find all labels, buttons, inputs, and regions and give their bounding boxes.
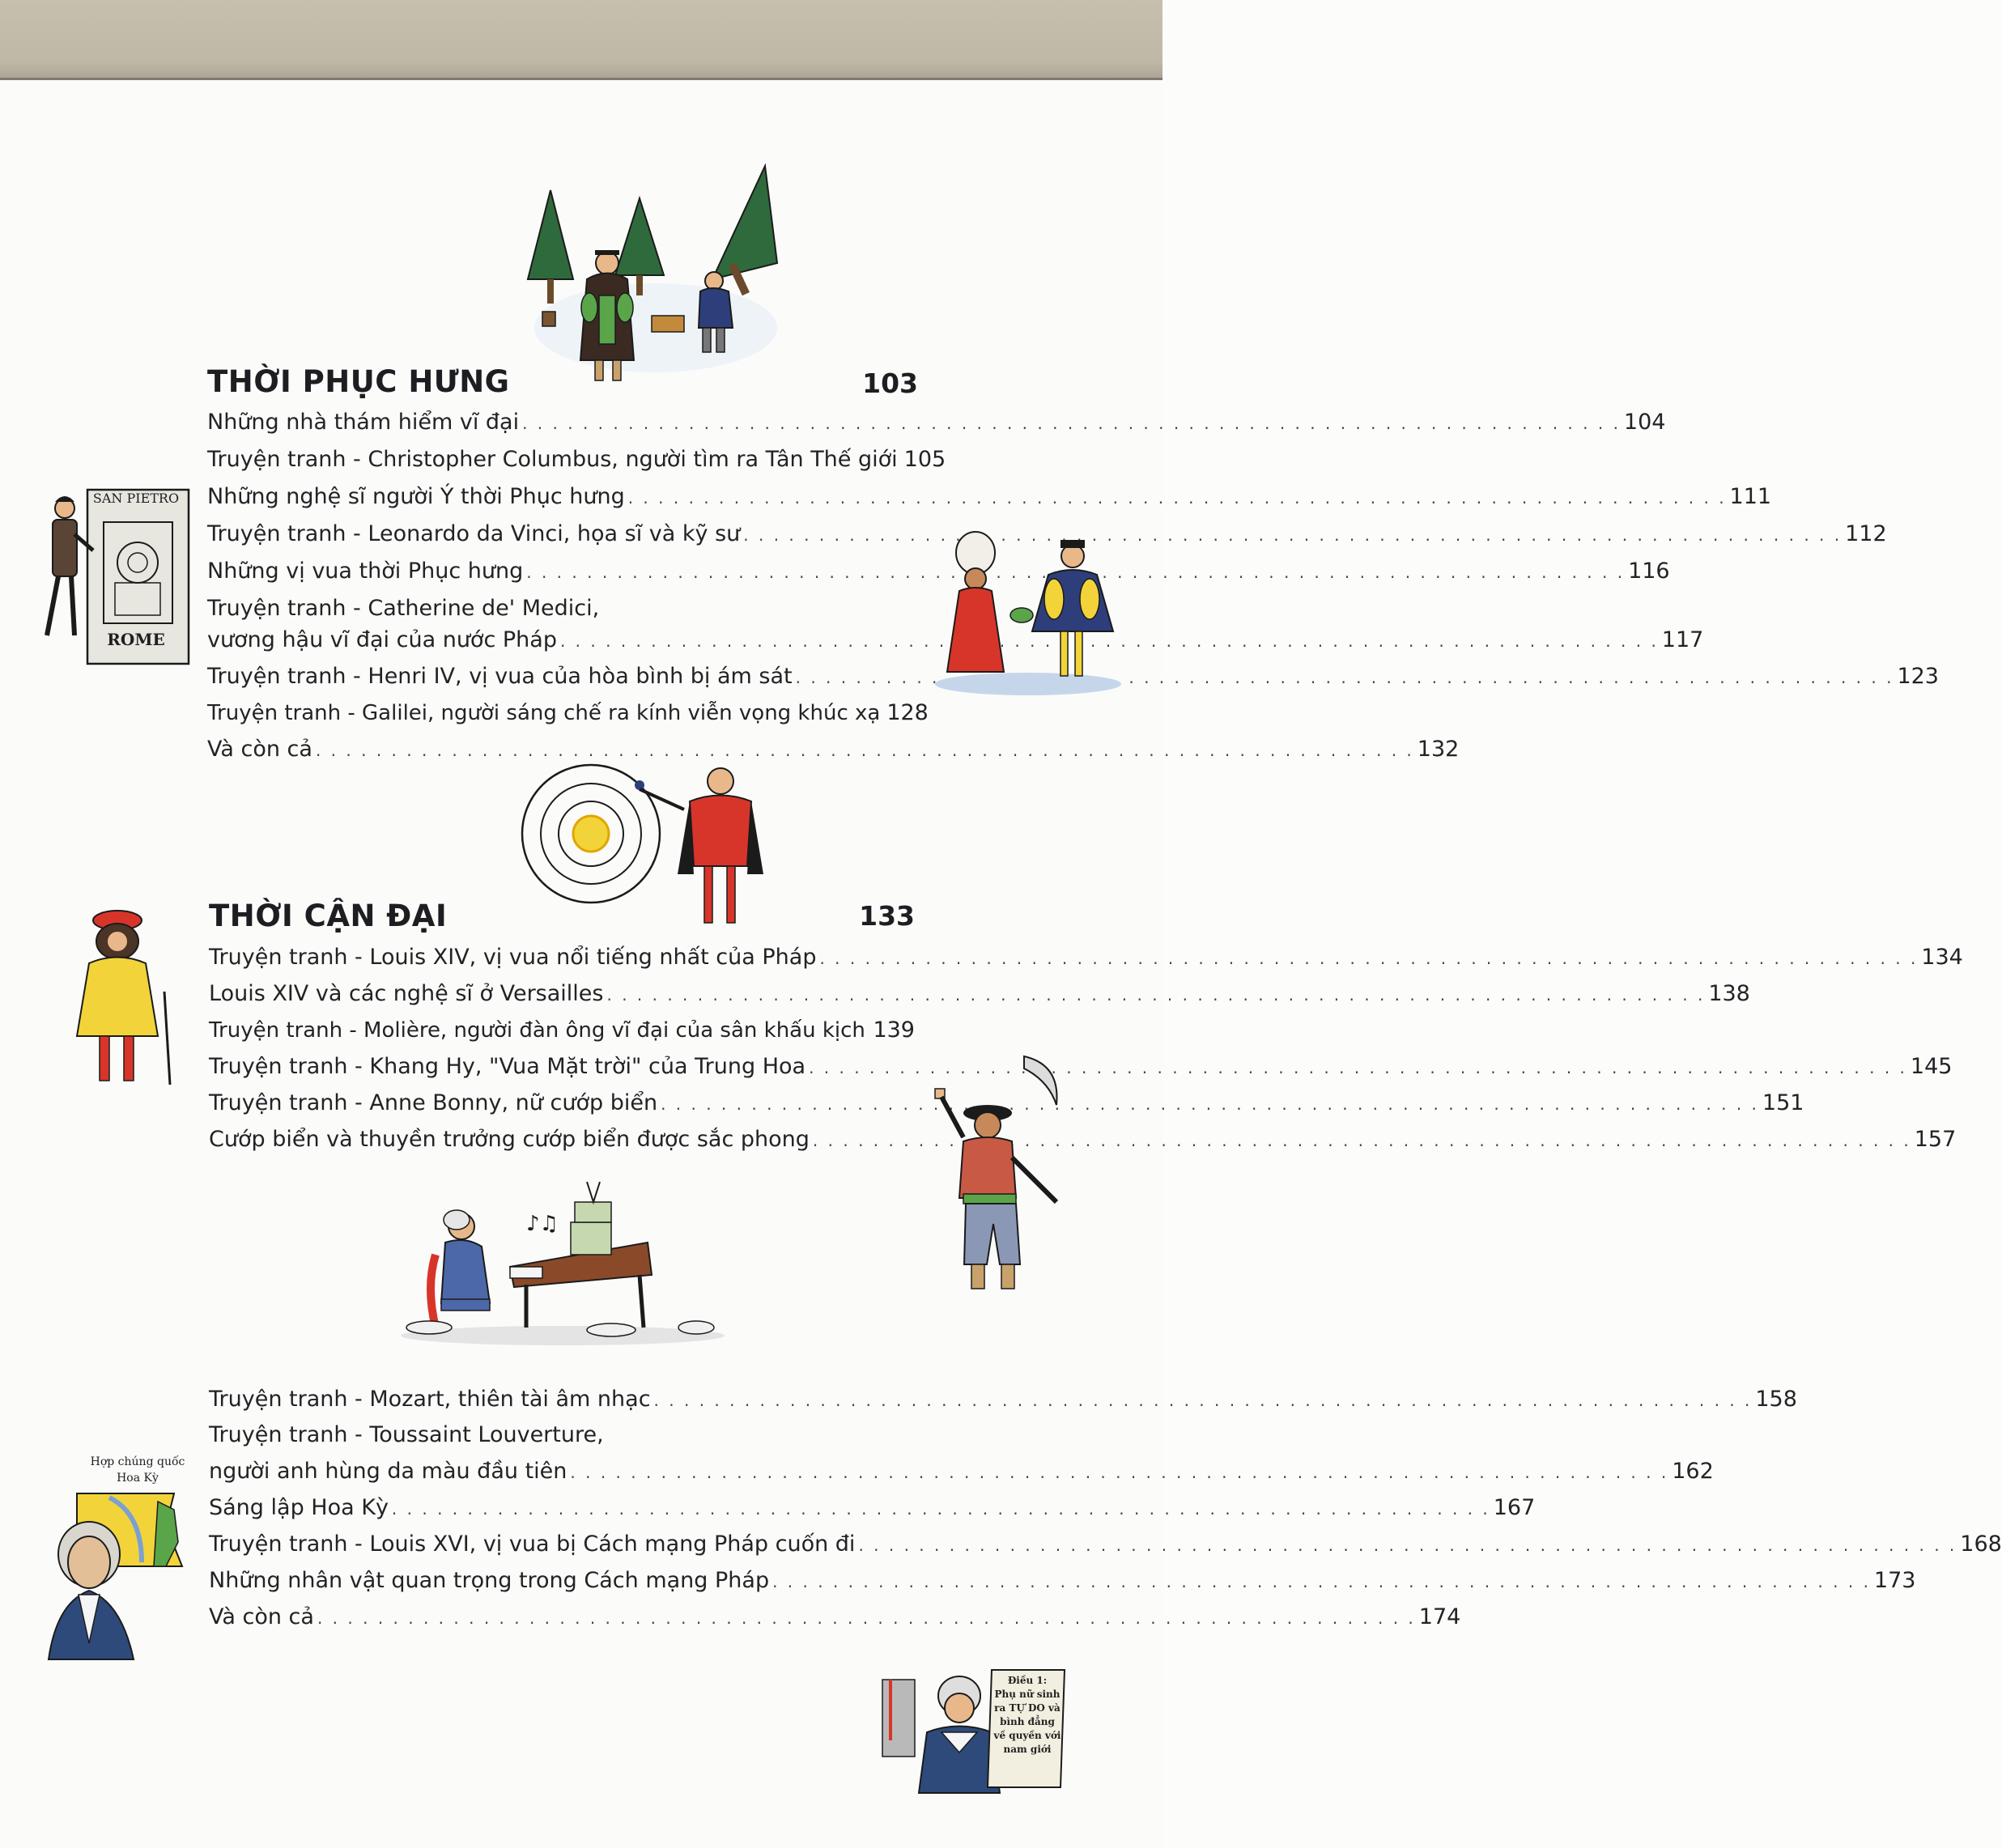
toc-entry-page: 105 bbox=[903, 447, 946, 472]
toc-entry-page: 117 bbox=[1661, 627, 1704, 652]
toc-entry[interactable] bbox=[207, 519, 1887, 551]
declaration-text bbox=[989, 1674, 1065, 1757]
toc-entry-title: Những nhân vật quan trọng trong Cách mạng Pháp bbox=[209, 1568, 770, 1593]
toc-entry-page: 112 bbox=[1845, 521, 1887, 546]
toc-entry-page: 157 bbox=[1914, 1127, 1957, 1152]
toc-entry-title: Truyện tranh - Louis XIV, vị vua nổi tiếng nhất của Pháp bbox=[209, 945, 817, 970]
section-page-renaissance: 103 bbox=[862, 367, 918, 399]
toc-entry-title: Những vị vua thời Phục hưng bbox=[207, 559, 524, 584]
usa-map-caption bbox=[81, 1454, 194, 1486]
toc-entry-title: Sáng lập Hoa Kỳ bbox=[209, 1495, 389, 1520]
toc-entry-title: Truyện tranh - Henri IV, vị vua của hòa bình bị ám sát bbox=[207, 664, 793, 689]
dot-leader bbox=[772, 1565, 1871, 1597]
dot-leader bbox=[869, 1015, 870, 1047]
toc-entry[interactable] bbox=[207, 661, 1939, 694]
toc-entry[interactable] bbox=[209, 1493, 1536, 1525]
toc-entry[interactable] bbox=[207, 407, 1666, 440]
toc-entry-page: 139 bbox=[873, 1017, 915, 1043]
toc-entry-title: Truyện tranh - Molière, người đàn ông vĩ đại của sân khấu kịch bbox=[209, 1018, 865, 1043]
declaration-line: Phụ nữ sinh bbox=[994, 1689, 1061, 1700]
section-title-renaissance: THỜI PHỤC HƯNG bbox=[207, 364, 510, 399]
toc-entry-title: Và còn cả bbox=[209, 1604, 314, 1629]
declaration-line: ra TỰ DO và bbox=[994, 1702, 1061, 1714]
dot-leader bbox=[522, 407, 1621, 439]
toc-entry[interactable] bbox=[209, 1124, 1957, 1157]
toc-entry-title: Cướp biển và thuyền trưởng cướp biển được sắc phong bbox=[209, 1127, 810, 1152]
toc-entry-page: 104 bbox=[1623, 410, 1666, 435]
toc-entry[interactable] bbox=[209, 1456, 1714, 1489]
toc-entry-page: 145 bbox=[1910, 1054, 1953, 1079]
toc-entry[interactable] bbox=[207, 556, 1670, 588]
toc-entry-page: 123 bbox=[1897, 664, 1939, 689]
toc-entry-page: 132 bbox=[1417, 737, 1460, 762]
svg-text:♪♫: ♪♫ bbox=[526, 1212, 559, 1236]
toc-entry-title: Truyện tranh - Mozart, thiên tài âm nhạc bbox=[209, 1387, 651, 1412]
dot-leader bbox=[661, 1088, 1759, 1119]
galileo-solar-system-illustration bbox=[518, 757, 777, 935]
dot-leader bbox=[654, 1384, 1753, 1416]
section-title-early-modern: THỜI CẬN ĐẠI bbox=[209, 899, 448, 933]
dot-leader bbox=[819, 942, 1918, 974]
toc-entry-page: 128 bbox=[886, 700, 929, 725]
san-pietro-label: SAN PIETRO bbox=[92, 491, 180, 506]
toc-entry-page: 111 bbox=[1729, 484, 1772, 509]
toc-entry-page: 173 bbox=[1873, 1568, 1916, 1593]
dot-leader bbox=[317, 1602, 1416, 1633]
toc-entry-page: 168 bbox=[1960, 1532, 2002, 1557]
toc-entry[interactable] bbox=[207, 698, 929, 730]
woodcutters-forest-illustration bbox=[518, 166, 785, 397]
dot-leader bbox=[606, 979, 1705, 1010]
toc-entry-page: 162 bbox=[1672, 1459, 1714, 1484]
usa-map-caption-line: Hoa Kỳ bbox=[117, 1472, 159, 1485]
toc-entry-page: 151 bbox=[1762, 1090, 1804, 1115]
kings-handshake-illustration bbox=[931, 530, 1125, 700]
toc-entry-title: Truyện tranh - Anne Bonny, nữ cướp biển bbox=[209, 1090, 658, 1115]
declaration-line: về quyền với bbox=[993, 1730, 1061, 1741]
toc-entry[interactable] bbox=[209, 942, 1963, 975]
toc-entry[interactable] bbox=[209, 1015, 915, 1047]
dot-leader bbox=[628, 482, 1727, 513]
declaration-line: nam giới bbox=[1003, 1744, 1052, 1755]
toc-entry-title: Louis XIV và các nghệ sĩ ở Versailles bbox=[209, 981, 604, 1006]
toc-entry[interactable] bbox=[209, 1088, 1804, 1120]
toc-entry-page: 134 bbox=[1921, 945, 1963, 970]
toc-entry-title: Truyện tranh - Christopher Columbus, người tìm ra Tân Thế giới bbox=[207, 447, 898, 472]
dot-leader bbox=[316, 734, 1414, 766]
declaration-line: bình đẳng bbox=[1000, 1716, 1055, 1727]
dot-leader bbox=[743, 519, 1842, 550]
usa-map-caption-line: Hợp chúng quốc bbox=[90, 1455, 185, 1468]
declaration-line: Điều 1: bbox=[1007, 1675, 1048, 1686]
toc-entry[interactable] bbox=[207, 482, 1772, 514]
dot-leader bbox=[570, 1456, 1668, 1488]
toc-entry-continuation: người anh hùng da màu đầu tiên bbox=[209, 1459, 567, 1484]
toc-entry-title: Truyện tranh - Galilei, người sáng chế ra kính viễn vọng khúc xạ bbox=[207, 701, 881, 725]
toc-entry-page: 167 bbox=[1493, 1495, 1536, 1520]
toc-entry[interactable] bbox=[207, 444, 946, 477]
scanner-top-band bbox=[0, 0, 1163, 89]
dot-leader bbox=[858, 1529, 1957, 1561]
toc-entry-title: Truyện tranh - Louis XVI, vị vua bị Cách mạng Pháp cuốn đi bbox=[209, 1532, 856, 1557]
toc-entry-page: 138 bbox=[1708, 981, 1750, 1006]
toc-entry[interactable] bbox=[209, 979, 1750, 1011]
louis-xiv-illustration bbox=[69, 903, 182, 1097]
section-page-early-modern: 133 bbox=[859, 900, 915, 932]
rome-label: ROME bbox=[107, 630, 165, 649]
toc-entry-page: 116 bbox=[1628, 559, 1670, 584]
us-founder-map-illustration bbox=[45, 1477, 198, 1659]
toc-entry-title: Truyện tranh - Leonardo da Vinci, họa sĩ và kỹ sư bbox=[207, 521, 741, 546]
dot-leader bbox=[392, 1493, 1490, 1524]
toc-entry-title: Truyện tranh - Khang Hy, "Vua Mặt trời" của Trung Hoa bbox=[209, 1054, 806, 1079]
toc-entry[interactable] bbox=[207, 625, 1704, 657]
mozart-piano-illustration bbox=[397, 1178, 729, 1352]
toc-entry-title: Những nhà thám hiểm vĩ đại bbox=[207, 410, 520, 435]
toc-entry[interactable] bbox=[209, 1051, 1953, 1084]
toc-entry-title[interactable]: Truyện tranh - Catherine de' Medici, bbox=[207, 596, 600, 621]
toc-entry[interactable] bbox=[209, 1565, 1916, 1598]
toc-entry-title: Và còn cả bbox=[207, 737, 312, 762]
toc-entry-continuation: vương hậu vĩ đại của nước Pháp bbox=[207, 627, 557, 652]
toc-entry[interactable] bbox=[209, 1384, 1797, 1417]
toc-entry-page: 158 bbox=[1755, 1387, 1797, 1412]
toc-entry[interactable] bbox=[209, 1529, 2002, 1561]
toc-entry-title[interactable]: Truyện tranh - Toussaint Louverture, bbox=[209, 1422, 604, 1447]
pirate-illustration bbox=[927, 1052, 1081, 1303]
toc-entry-title: Những nghệ sĩ người Ý thời Phục hưng bbox=[207, 484, 625, 509]
toc-entry-page: 174 bbox=[1418, 1604, 1461, 1629]
toc-entry[interactable] bbox=[209, 1602, 1461, 1634]
